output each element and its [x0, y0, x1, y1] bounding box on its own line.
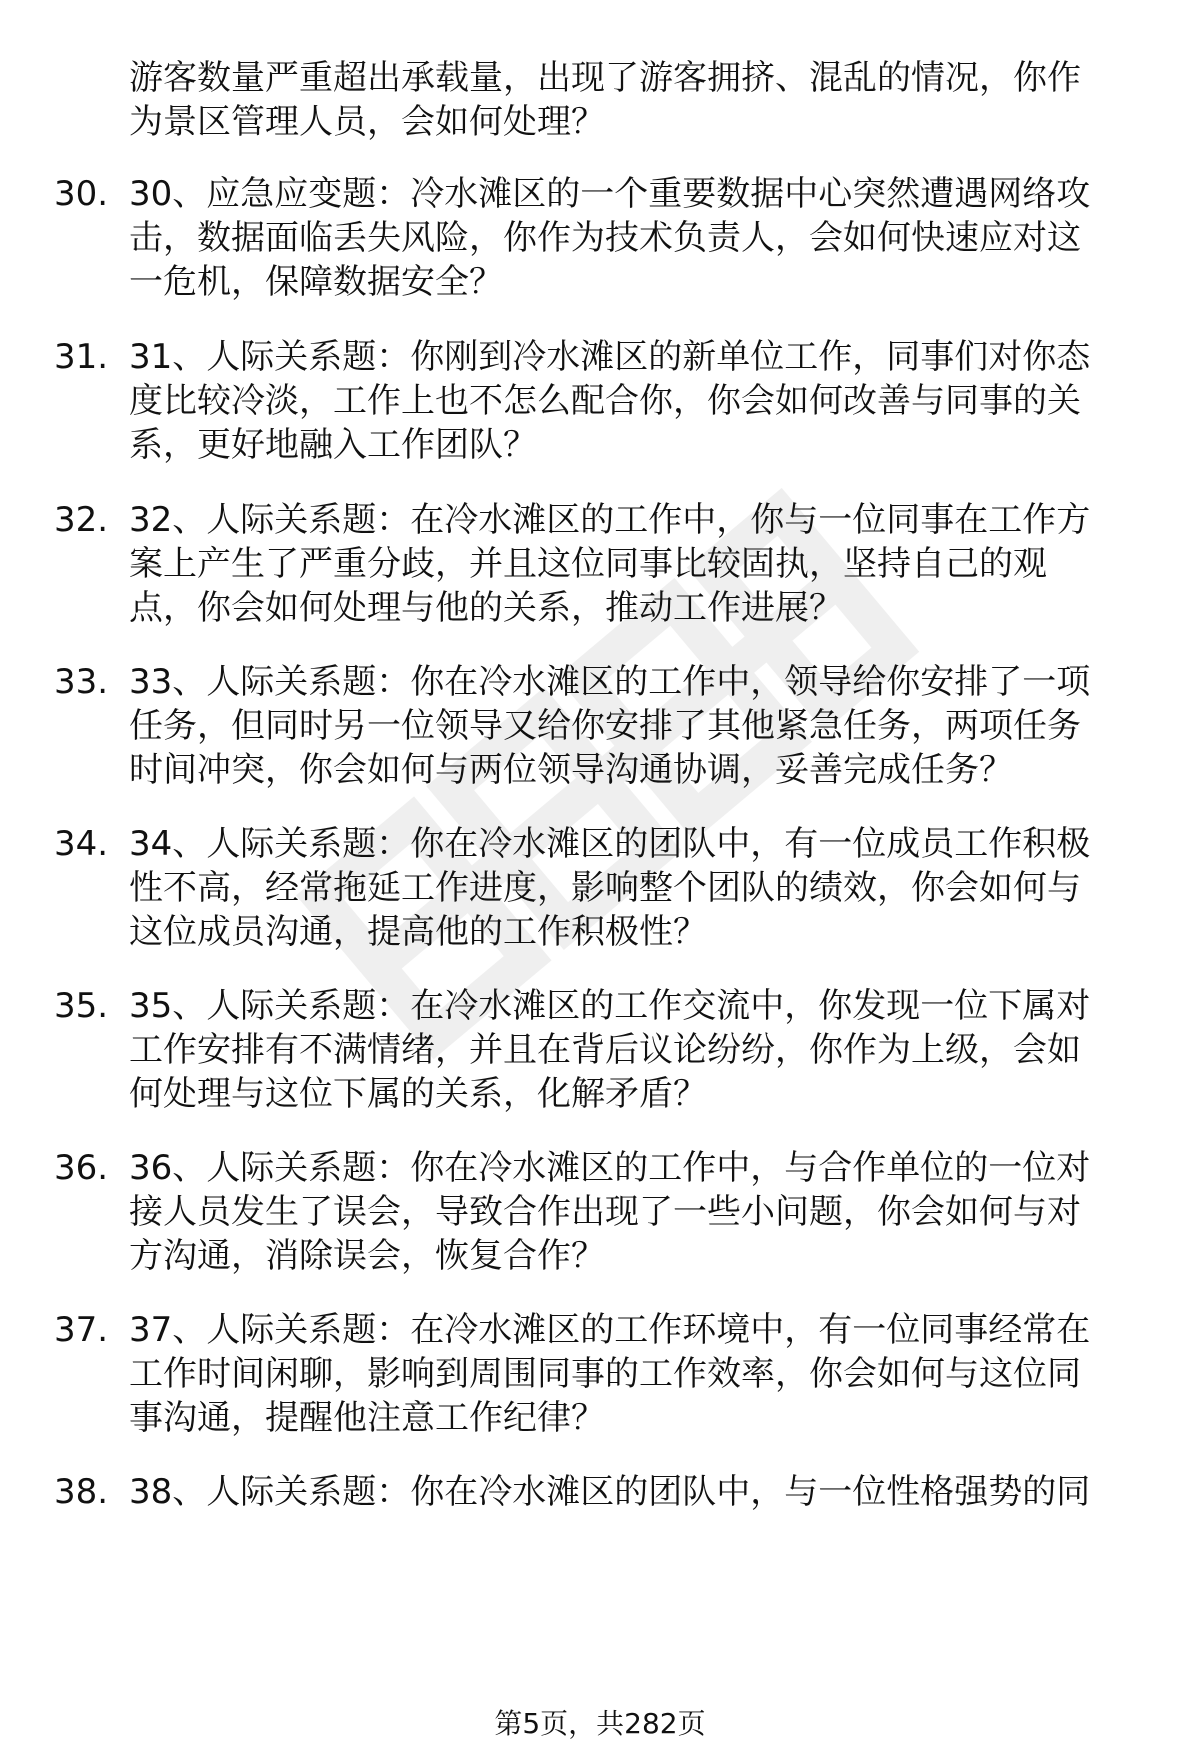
question-line: 系，更好地融入工作团队？: [129, 425, 537, 465]
question-text: [129, 1470, 1154, 1514]
question-line: 性不高，经常拖延工作进度，影响整个团队的绩效，你会如何与: [129, 868, 1081, 908]
question-text: [129, 1308, 1154, 1440]
question-line: 38、人际关系题：你在冷水滩区的团队中，与一位性格强势的同: [129, 1472, 1091, 1512]
question-line: 方沟通，消除误会，恢复合作？: [129, 1236, 605, 1276]
page-footer: 第5页，共282页: [494, 1707, 706, 1740]
question-line: 度比较冷淡，工作上也不怎么配合你，你会如何改善与同事的关: [129, 381, 1081, 421]
question-line: 工作时间闲聊，影响到周围同事的工作效率，你会如何与这位同: [129, 1354, 1081, 1394]
question-text: [129, 335, 1154, 467]
question-number: 30.: [54, 174, 109, 214]
question-line: 点，你会如何处理与他的关系，推动工作进展？: [129, 588, 843, 628]
question-number: 32.: [54, 500, 109, 540]
question-line: 一危机，保障数据安全？: [129, 262, 503, 302]
question-number: 36.: [54, 1148, 109, 1188]
question-line: 工作安排有不满情绪，并且在背后议论纷纷，你作为上级，会如: [129, 1030, 1081, 1070]
question-number: 35.: [54, 986, 109, 1026]
question-text: [129, 172, 1154, 304]
question-text: [129, 498, 1154, 630]
question-line: 36、人际关系题：你在冷水滩区的工作中，与合作单位的一位对: [129, 1148, 1091, 1188]
question-number: 33.: [54, 662, 109, 702]
question-line: 这位成员沟通，提高他的工作积极性？: [129, 912, 707, 952]
question-line: 接人员发生了误会，导致合作出现了一些小问题，你会如何与对: [129, 1192, 1081, 1232]
question-number: 38.: [54, 1472, 109, 1512]
question-text: [129, 56, 1154, 144]
question-line: 何处理与这位下属的关系，化解矛盾？: [129, 1074, 707, 1114]
question-line: 为景区管理人员，会如何处理？: [129, 102, 605, 142]
question-line: 30、应急应变题：冷水滩区的一个重要数据中心突然遭遇网络攻: [129, 174, 1091, 214]
question-line: 35、人际关系题：在冷水滩区的工作交流中，你发现一位下属对: [129, 986, 1091, 1026]
question-line: 时间冲突，你会如何与两位领导沟通协调，妥善完成任务？: [129, 750, 1013, 790]
question-line: 37、人际关系题：在冷水滩区的工作环境中，有一位同事经常在: [129, 1310, 1091, 1350]
question-number: 31.: [54, 337, 109, 377]
question-line: 31、人际关系题：你刚到冷水滩区的新单位工作，同事们对你态: [129, 337, 1091, 377]
question-text: [129, 984, 1154, 1116]
question-number: 37.: [54, 1310, 109, 1350]
question-number: 34.: [54, 824, 109, 864]
question-line: 案上产生了严重分歧，并且这位同事比较固执，坚持自己的观: [129, 544, 1047, 584]
question-line: 游客数量严重超出承载量，出现了游客拥挤、混乱的情况，你作: [129, 58, 1081, 98]
question-text: [129, 1146, 1154, 1278]
question-line: 32、人际关系题：在冷水滩区的工作中，你与一位同事在工作方: [129, 500, 1091, 540]
question-line: 34、人际关系题：你在冷水滩区的团队中，有一位成员工作积极: [129, 824, 1091, 864]
question-text: [129, 822, 1154, 954]
question-line: 任务，但同时另一位领导又给你安排了其他紧急任务，两项任务: [129, 706, 1081, 746]
question-line: 击，数据面临丢失风险，你作为技术负责人，会如何快速应对这: [129, 218, 1081, 258]
question-line: 事沟通，提醒他注意工作纪律？: [129, 1398, 605, 1438]
question-line: 33、人际关系题：你在冷水滩区的工作中，领导给你安排了一项: [129, 662, 1091, 702]
question-text: [129, 660, 1154, 792]
